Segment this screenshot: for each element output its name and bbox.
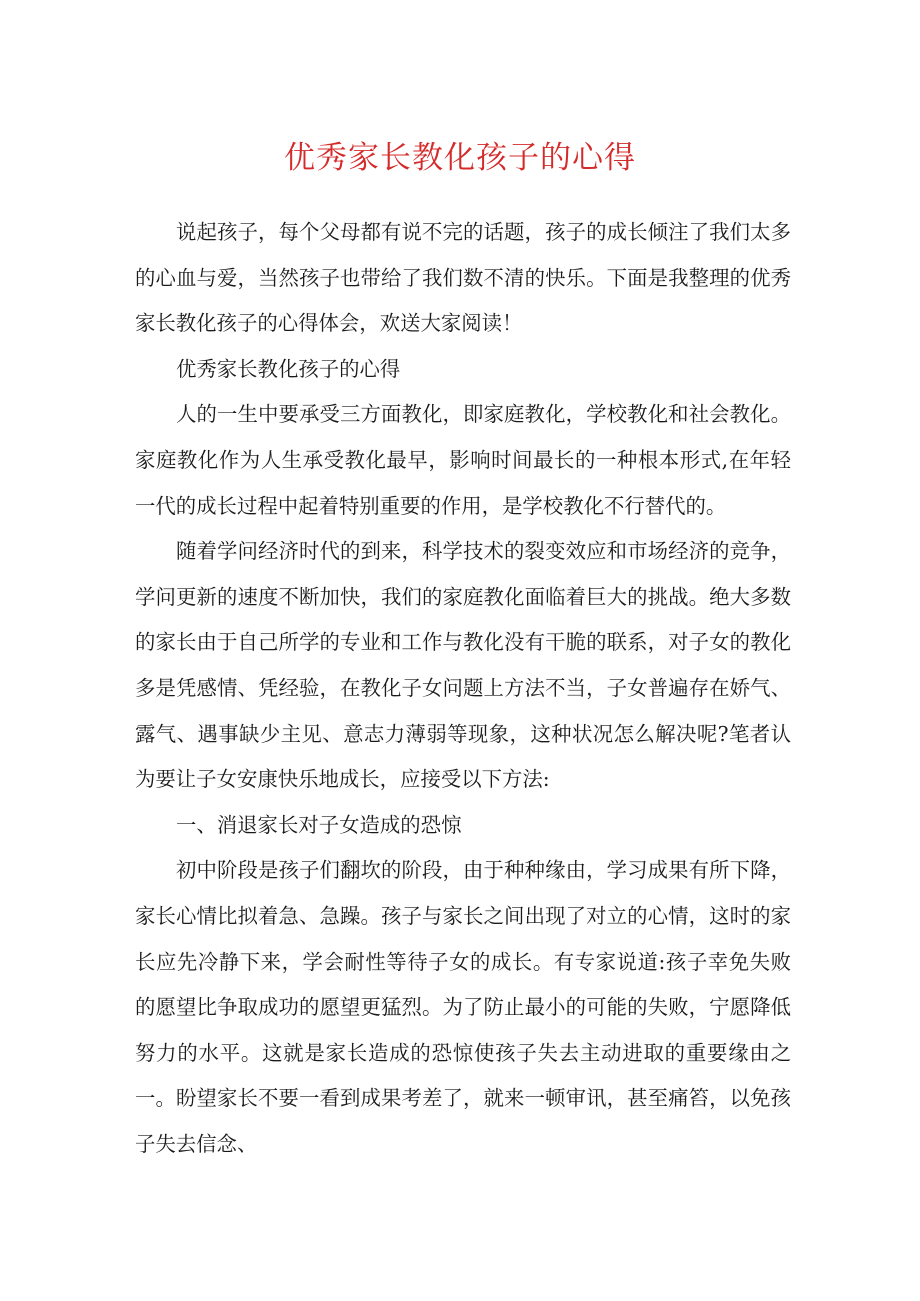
paragraph-three-aspects: 人的一生中要承受三方面教化，即家庭教化，学校教化和社会教化。家庭教化作为人生承受教化最早，影响时间最长的一种根本形式,在年轻一代的成长过程中起着特别重要的作用，是学校教化不行替代的。 [135, 402, 791, 518]
paragraph-subtitle: 优秀家长教化孩子的心得 [176, 356, 401, 381]
paragraph-section-heading: 一、消退家长对子女造成的恐惊 [176, 812, 462, 837]
paragraph-challenges: 随着学问经济时代的到来，科学技术的裂变效应和市场经济的竞争，学问更新的速度不断加快，我们的家庭教化面临着巨大的挑战。绝大多数的家长由于自己所学的专业和工作与教化没有干脆的联系，对子女的教化多是凭感情、凭经验，在教化子女问题上方法不当，子女普遍存在娇气、露气、遇事缺少主见、意志力薄弱等现象，这种状况怎么解决呢?笔者认为要让子女安康快乐地成长，应接受以下方法: [135, 539, 791, 792]
document-body [135, 210, 791, 1167]
paragraph-middle-school: 初中阶段是孩子们翻坎的阶段，由于种种缘由，学习成果有所下降，家长心情比拟着急、急躁。孩子与家长之间出现了对立的心情，这时的家长应先冷静下来，学会耐性等待子女的成长。有专家说道:孩子幸免失败的愿望比争取成功的愿望更猛烈。为了防止最小的可能的失败，宁愿降低努力的水平。这就是家长造成的恐惊使孩子失去主动进取的重要缘由之一。盼望家长不要一看到成果考差了，就来一顿审讯，甚至痛笞，以免孩子失去信念、 [135, 858, 791, 1156]
paragraph-intro: 说起孩子，每个父母都有说不完的话题，孩子的成长倾注了我们太多的心血与爱，当然孩子也带给了我们数不清的快乐。下面是我整理的优秀家长教化孩子的心得体会，欢送大家阅读！ [135, 220, 791, 336]
document-title: 优秀家长教化孩子的心得 [284, 140, 636, 176]
